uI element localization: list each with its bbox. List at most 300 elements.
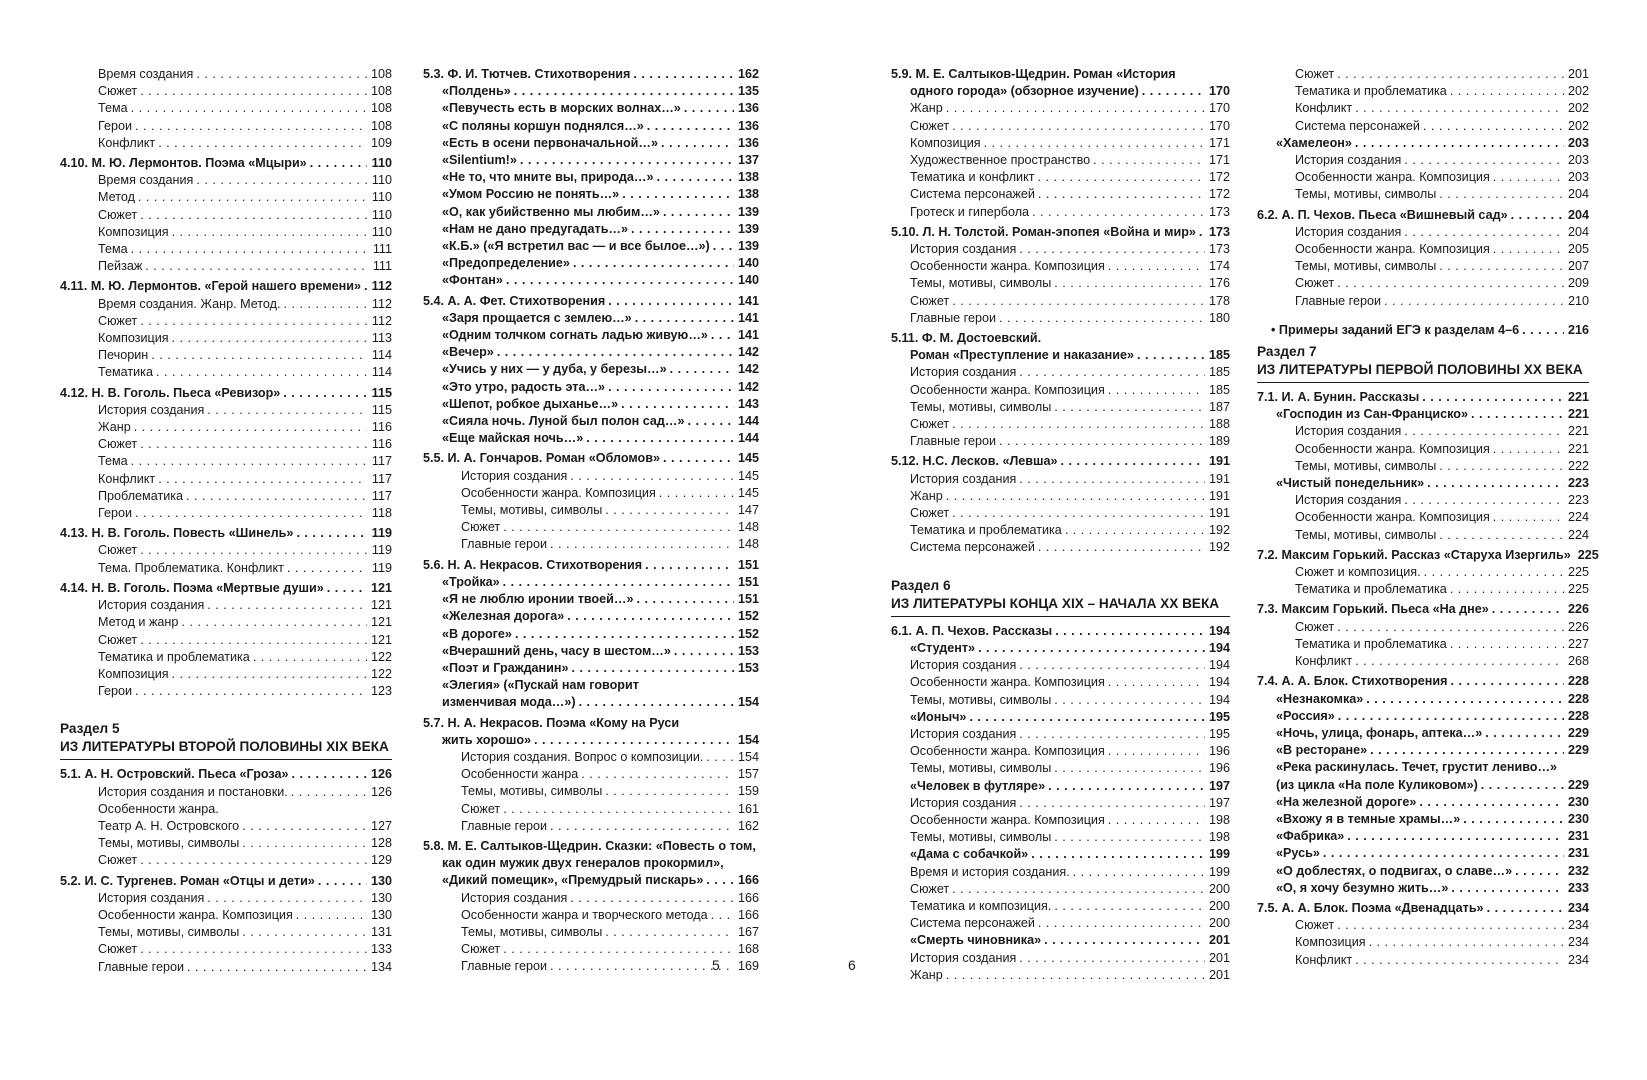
- toc-entry-title: «Поэт и Гражданин»: [442, 660, 569, 675]
- toc-entry-title: Композиция: [98, 331, 169, 346]
- toc-entry-page: 191: [1208, 506, 1230, 521]
- toc-entry[interactable]: [60, 258, 392, 275]
- toc-entry-title: 5.7. Н. А. Некрасов. Поэма «Кому на Руси: [423, 715, 680, 730]
- toc-entry[interactable]: [423, 715, 759, 732]
- dot-leader: [1450, 673, 1564, 690]
- toc-entry-title: Сюжет: [461, 520, 501, 535]
- toc-entry[interactable]: [423, 310, 759, 327]
- dot-leader: [1427, 475, 1564, 492]
- toc-entry[interactable]: [891, 382, 1230, 399]
- toc-entry[interactable]: [60, 347, 392, 364]
- toc-entry[interactable]: [891, 416, 1230, 433]
- toc-entry[interactable]: [1257, 811, 1589, 828]
- toc-entry-page: 152: [737, 609, 759, 624]
- toc-entry[interactable]: [1257, 636, 1589, 653]
- toc-entry[interactable]: [891, 186, 1230, 203]
- toc-entry[interactable]: [891, 399, 1230, 416]
- toc-entry[interactable]: [60, 471, 392, 488]
- toc-entry[interactable]: [1257, 619, 1589, 636]
- toc-entry-page: 172: [1208, 187, 1230, 202]
- toc-entry[interactable]: [60, 873, 392, 890]
- toc-entry[interactable]: [423, 643, 759, 660]
- toc-entry[interactable]: [60, 172, 392, 189]
- toc-entry[interactable]: [1257, 673, 1589, 690]
- toc-entry[interactable]: [423, 118, 759, 135]
- toc-entry-page: 178: [1208, 293, 1230, 308]
- toc-entry[interactable]: [891, 640, 1230, 657]
- toc-entry[interactable]: [891, 330, 1230, 347]
- toc-entry[interactable]: [1257, 509, 1589, 526]
- toc-entry-title: Тема: [98, 101, 128, 116]
- toc-entry-page: 121: [370, 615, 392, 630]
- toc-entry[interactable]: [1257, 66, 1589, 83]
- toc-entry[interactable]: [891, 347, 1230, 364]
- toc-entry-page: 143: [737, 396, 759, 411]
- toc-entry[interactable]: [891, 657, 1230, 674]
- toc-entry[interactable]: [891, 505, 1230, 522]
- toc-entry[interactable]: [1257, 564, 1589, 581]
- toc-entry[interactable]: [60, 453, 392, 470]
- dot-leader: [631, 221, 734, 238]
- toc-entry[interactable]: [60, 296, 392, 313]
- toc-entry[interactable]: [1257, 275, 1589, 292]
- toc-entry[interactable]: [891, 83, 1230, 100]
- toc-entry[interactable]: [423, 83, 759, 100]
- toc-entry[interactable]: [891, 204, 1230, 221]
- toc-entry-title: «Железная дорога»: [442, 609, 565, 624]
- toc-entry-page: 203: [1567, 135, 1589, 150]
- dot-leader: [1471, 406, 1564, 423]
- dot-leader: [1493, 441, 1564, 458]
- toc-entry[interactable]: [60, 890, 392, 907]
- toc-entry-page: 170: [1208, 84, 1230, 99]
- toc-entry[interactable]: [891, 293, 1230, 310]
- toc-entry[interactable]: [1257, 241, 1589, 258]
- toc-entry[interactable]: [891, 623, 1230, 640]
- toc-entry[interactable]: [423, 818, 759, 835]
- dot-leader: [534, 732, 734, 749]
- toc-entry-page: 114: [371, 365, 392, 380]
- toc-entry[interactable]: [891, 709, 1230, 726]
- toc-entry-page: 166: [737, 873, 759, 888]
- toc-entry[interactable]: [891, 241, 1230, 258]
- toc-entry-title: (из цикла «На поле Куликовом»): [1276, 777, 1478, 792]
- toc-entry[interactable]: [1257, 952, 1589, 969]
- toc-entry-page: 126: [370, 784, 392, 799]
- section-title: ИЗ ЛИТЕРАТУРЫ КОНЦА XIX – НАЧАЛА XX ВЕКА: [891, 595, 1220, 611]
- toc-entry[interactable]: [891, 898, 1230, 915]
- toc-entry-page: 154: [737, 749, 759, 764]
- toc-entry-title: «Silentium!»: [442, 153, 517, 168]
- toc-entry[interactable]: [60, 632, 392, 649]
- toc-entry[interactable]: [60, 852, 392, 869]
- toc-entry[interactable]: [1257, 389, 1589, 406]
- toc-entry-page: 195: [1208, 709, 1230, 724]
- toc-entry[interactable]: [60, 801, 392, 818]
- toc-entry[interactable]: [1257, 653, 1589, 670]
- toc-entry-title: Конфликт: [98, 135, 156, 150]
- toc-entry[interactable]: [891, 258, 1230, 275]
- toc-entry-page: 110: [371, 224, 392, 239]
- toc-entry[interactable]: [423, 749, 759, 766]
- toc-entry[interactable]: [60, 155, 392, 172]
- toc-entry-title: «Дама с собачкой»: [910, 847, 1029, 862]
- toc-entry-title: Система персонажей: [1295, 118, 1420, 133]
- toc-entry[interactable]: [423, 677, 759, 694]
- toc-entry[interactable]: [891, 224, 1230, 241]
- toc-entry[interactable]: [423, 135, 759, 152]
- toc-entry[interactable]: [423, 272, 759, 289]
- toc-entry[interactable]: [1257, 152, 1589, 169]
- toc-entry-title: 6.2. А. П. Чехов. Пьеса «Вишневый сад»: [1257, 207, 1508, 222]
- toc-entry-page: 173: [1208, 224, 1230, 239]
- toc-entry[interactable]: [423, 536, 759, 553]
- toc-entry[interactable]: [891, 310, 1230, 327]
- toc-entry[interactable]: [891, 692, 1230, 709]
- toc-entry-page: 221: [1567, 390, 1589, 405]
- toc-entry[interactable]: [60, 278, 392, 295]
- toc-entry-title: «О доблестях, о подвигах, о славе…»: [1276, 863, 1513, 878]
- toc-entry[interactable]: [423, 519, 759, 536]
- dot-leader: [138, 189, 367, 206]
- toc-entry-title: «Предопределение»: [442, 256, 570, 271]
- toc-entry[interactable]: [1257, 759, 1589, 776]
- dot-leader: [296, 525, 367, 542]
- toc-entry[interactable]: [60, 649, 392, 666]
- dot-leader: [1054, 760, 1205, 777]
- toc-entry[interactable]: [1257, 777, 1589, 794]
- toc-entry[interactable]: [1257, 863, 1589, 880]
- toc-entry[interactable]: [60, 766, 392, 783]
- toc-entry[interactable]: [423, 361, 759, 378]
- dot-leader: [670, 361, 734, 378]
- toc-entry[interactable]: [891, 950, 1230, 967]
- toc-entry[interactable]: [891, 795, 1230, 812]
- toc-entry[interactable]: [1257, 581, 1589, 598]
- toc-entry-page: 117: [371, 488, 392, 503]
- toc-entry[interactable]: [423, 574, 759, 591]
- toc-entry-page: 223: [1567, 476, 1589, 491]
- toc-entry[interactable]: [891, 275, 1230, 292]
- toc-entry-page: 234: [1567, 918, 1589, 933]
- toc-entry[interactable]: [891, 100, 1230, 117]
- dot-leader: [605, 783, 734, 800]
- toc-entry[interactable]: [423, 327, 759, 344]
- toc-entry[interactable]: [1257, 135, 1589, 152]
- toc-entry-title: «Элегия» («Пускай нам говорит: [442, 678, 639, 693]
- toc-entry[interactable]: [60, 580, 392, 597]
- toc-entry[interactable]: [60, 224, 392, 241]
- dot-leader: [674, 643, 734, 660]
- toc-entry[interactable]: [891, 829, 1230, 846]
- toc-entry-title: «В ресторане»: [1276, 743, 1368, 758]
- toc-entry-title: Главные герои: [461, 818, 548, 833]
- toc-entry[interactable]: [1257, 100, 1589, 117]
- toc-entry[interactable]: [1257, 828, 1589, 845]
- toc-entry-page: 128: [370, 836, 392, 851]
- dot-leader: [1019, 795, 1205, 812]
- toc-entry[interactable]: [891, 864, 1230, 881]
- toc-entry[interactable]: [1257, 691, 1589, 708]
- dot-leader: [1439, 527, 1564, 544]
- toc-entry[interactable]: [60, 100, 392, 117]
- toc-entry[interactable]: [1257, 725, 1589, 742]
- toc-entry[interactable]: [423, 450, 759, 467]
- toc-entry[interactable]: [423, 293, 759, 310]
- toc-entry-title: История создания: [910, 365, 1017, 380]
- toc-entry[interactable]: [1257, 601, 1589, 618]
- toc-entry[interactable]: [423, 502, 759, 519]
- dot-leader: [645, 557, 734, 574]
- section-divider: [60, 759, 392, 760]
- toc-entry-title: 4.10. М. Ю. Лермонтов. Поэма «Мцыри»: [60, 156, 307, 171]
- dot-leader: [1492, 601, 1564, 618]
- toc-entry[interactable]: [891, 471, 1230, 488]
- toc-entry[interactable]: [423, 413, 759, 430]
- dot-leader: [1137, 347, 1205, 364]
- dot-leader: [952, 293, 1205, 310]
- toc-entry-title: Жанр: [910, 101, 943, 116]
- toc-entry[interactable]: [891, 152, 1230, 169]
- toc-entry[interactable]: [60, 385, 392, 402]
- toc-entry[interactable]: [60, 207, 392, 224]
- toc-entry[interactable]: [423, 100, 759, 117]
- toc-entry-page: 110: [371, 173, 392, 188]
- toc-entry[interactable]: [423, 66, 759, 83]
- toc-entry-page: 192: [1208, 523, 1230, 538]
- toc-entry[interactable]: [1257, 293, 1589, 310]
- toc-entry[interactable]: [891, 846, 1230, 863]
- toc-entry[interactable]: [60, 66, 392, 83]
- dot-leader: [713, 238, 734, 255]
- toc-entry[interactable]: [423, 660, 759, 677]
- toc-entry[interactable]: [60, 597, 392, 614]
- toc-entry[interactable]: [423, 941, 759, 958]
- toc-entry[interactable]: [60, 924, 392, 941]
- toc-entry-page: 117: [371, 471, 392, 486]
- toc-entry-page: 187: [1208, 399, 1230, 414]
- dot-leader: [515, 626, 734, 643]
- toc-entry[interactable]: [1257, 406, 1589, 423]
- toc-entry[interactable]: [1257, 880, 1589, 897]
- dot-leader: [657, 169, 735, 186]
- toc-entry-page: 228: [1567, 708, 1589, 723]
- toc-entry[interactable]: [891, 453, 1230, 470]
- toc-entry[interactable]: [60, 505, 392, 522]
- toc-entry[interactable]: [891, 169, 1230, 186]
- toc-entry-title: Особенности жанра. Композиция: [910, 259, 1105, 274]
- toc-entry[interactable]: [423, 890, 759, 907]
- dot-leader: [1323, 845, 1564, 862]
- toc-entry[interactable]: [60, 488, 392, 505]
- toc-entry[interactable]: [60, 542, 392, 559]
- toc-entry[interactable]: [1257, 742, 1589, 759]
- toc-column-2: [423, 66, 759, 976]
- toc-entry[interactable]: [891, 433, 1230, 450]
- toc-entry[interactable]: [1257, 845, 1589, 862]
- toc-entry[interactable]: [891, 778, 1230, 795]
- toc-entry[interactable]: [423, 924, 759, 941]
- toc-entry-page: 207: [1567, 259, 1589, 274]
- dot-leader: [292, 766, 367, 783]
- toc-entry[interactable]: [1257, 917, 1589, 934]
- dot-leader: [135, 505, 367, 522]
- toc-entry[interactable]: [60, 83, 392, 100]
- toc-entry[interactable]: [423, 783, 759, 800]
- toc-entry[interactable]: [60, 835, 392, 852]
- toc-entry[interactable]: [60, 118, 392, 135]
- toc-entry[interactable]: [891, 932, 1230, 949]
- dot-leader: [1337, 275, 1564, 292]
- toc-entry[interactable]: [423, 186, 759, 203]
- toc-entry[interactable]: [60, 189, 392, 206]
- dot-leader: [1404, 492, 1564, 509]
- toc-entry[interactable]: [60, 614, 392, 631]
- toc-entry[interactable]: [1257, 322, 1589, 339]
- dot-leader: [207, 890, 367, 907]
- toc-entry[interactable]: [60, 330, 392, 347]
- toc-entry[interactable]: [60, 419, 392, 436]
- toc-entry-title: Сюжет: [461, 942, 501, 957]
- toc-entry[interactable]: [1257, 118, 1589, 135]
- toc-entry[interactable]: [891, 66, 1230, 83]
- toc-entry[interactable]: [423, 958, 759, 975]
- toc-entry[interactable]: [423, 732, 759, 749]
- toc-entry-title: Система персонажей: [910, 187, 1035, 202]
- toc-entry[interactable]: [60, 907, 392, 924]
- toc-entry[interactable]: [423, 872, 759, 889]
- dot-leader: [1054, 275, 1205, 292]
- toc-entry[interactable]: [1257, 547, 1599, 564]
- toc-entry[interactable]: [60, 818, 392, 835]
- toc-entry-title: История создания и постановки.: [98, 784, 288, 799]
- toc-entry[interactable]: [1257, 794, 1589, 811]
- toc-entry[interactable]: [60, 436, 392, 453]
- toc-entry[interactable]: [891, 539, 1230, 556]
- toc-entry[interactable]: [891, 915, 1230, 932]
- toc-entry[interactable]: [891, 488, 1230, 505]
- toc-entry[interactable]: [1257, 934, 1589, 951]
- section-number: Раздел 5: [60, 721, 120, 737]
- dot-leader: [134, 419, 367, 436]
- toc-entry[interactable]: [423, 255, 759, 272]
- toc-entry[interactable]: [60, 683, 392, 700]
- toc-entry[interactable]: [423, 485, 759, 502]
- toc-entry-title: «Вчерашний день, часу в шестом…»: [442, 643, 671, 658]
- toc-entry[interactable]: [1257, 475, 1589, 492]
- toc-entry[interactable]: [60, 941, 392, 958]
- toc-entry[interactable]: [891, 364, 1230, 381]
- toc-entry[interactable]: [423, 907, 759, 924]
- toc-entry[interactable]: [423, 626, 759, 643]
- toc-entry[interactable]: [60, 784, 392, 801]
- toc-entry-page: 188: [1208, 417, 1230, 432]
- toc-entry[interactable]: [1257, 186, 1589, 203]
- toc-entry[interactable]: [60, 666, 392, 683]
- section-heading: [1257, 343, 1589, 383]
- toc-entry[interactable]: [1257, 708, 1589, 725]
- toc-entry[interactable]: [891, 743, 1230, 760]
- toc-entry-title: 7.4. А. А. Блок. Стихотворения: [1257, 674, 1448, 689]
- toc-entry[interactable]: [423, 694, 759, 711]
- toc-entry-title: 4.12. Н. В. Гоголь. Пьеса «Ревизор»: [60, 385, 281, 400]
- toc-column-4: [1257, 66, 1599, 969]
- toc-entry[interactable]: [1257, 527, 1589, 544]
- toc-entry[interactable]: [423, 344, 759, 361]
- toc-entry[interactable]: [423, 855, 759, 872]
- toc-entry[interactable]: [423, 801, 759, 818]
- toc-entry-title: «Фонтан»: [442, 273, 503, 288]
- toc-entry[interactable]: [1257, 423, 1589, 440]
- dot-leader: [1038, 915, 1205, 932]
- dot-leader: [1493, 241, 1564, 258]
- toc-entry-page: 171: [1208, 135, 1230, 150]
- toc-entry[interactable]: [1257, 458, 1589, 475]
- toc-entry[interactable]: [891, 726, 1230, 743]
- toc-entry[interactable]: [60, 402, 392, 419]
- toc-entry-title: «Фабрика»: [1276, 829, 1345, 844]
- toc-entry[interactable]: [423, 221, 759, 238]
- toc-entry[interactable]: [60, 313, 392, 330]
- toc-entry[interactable]: [891, 522, 1230, 539]
- toc-entry-page: 228: [1567, 674, 1589, 689]
- toc-entry[interactable]: [423, 238, 759, 255]
- toc-entry[interactable]: [423, 204, 759, 221]
- toc-entry[interactable]: [423, 430, 759, 447]
- toc-entry[interactable]: [423, 468, 759, 485]
- toc-entry[interactable]: [1257, 258, 1589, 275]
- dot-leader: [1355, 952, 1564, 969]
- toc-entry[interactable]: [1257, 900, 1589, 917]
- toc-entry[interactable]: [60, 525, 392, 542]
- toc-entry[interactable]: [891, 135, 1230, 152]
- toc-entry[interactable]: [891, 967, 1230, 984]
- toc-entry[interactable]: [423, 169, 759, 186]
- toc-entry[interactable]: [423, 379, 759, 396]
- toc-entry-title: «Вхожу я в темные храмы…»: [1276, 811, 1461, 826]
- toc-entry-title: Сюжет: [98, 437, 138, 452]
- toc-entry[interactable]: [891, 812, 1230, 829]
- toc-entry[interactable]: [1257, 83, 1589, 100]
- toc-entry[interactable]: [60, 241, 392, 258]
- toc-entry[interactable]: [1257, 207, 1589, 224]
- toc-entry[interactable]: [60, 364, 392, 381]
- toc-entry-title: Пейзаж: [98, 259, 143, 274]
- toc-entry[interactable]: [423, 152, 759, 169]
- dot-leader: [1108, 382, 1205, 399]
- toc-entry[interactable]: [1257, 492, 1589, 509]
- toc-entry[interactable]: [423, 396, 759, 413]
- toc-entry-title: Темы, мотивы, символы: [461, 503, 603, 518]
- toc-entry[interactable]: [891, 674, 1230, 691]
- toc-entry[interactable]: [891, 118, 1230, 135]
- toc-entry-title: Тема: [98, 242, 128, 257]
- toc-entry[interactable]: [1257, 441, 1589, 458]
- toc-entry[interactable]: [423, 608, 759, 625]
- toc-entry[interactable]: [891, 760, 1230, 777]
- toc-entry-page: 110: [371, 207, 392, 222]
- toc-entry[interactable]: [60, 959, 392, 976]
- toc-entry[interactable]: [1257, 169, 1589, 186]
- toc-entry[interactable]: [423, 557, 759, 574]
- toc-entry[interactable]: [1257, 224, 1589, 241]
- toc-entry[interactable]: [423, 766, 759, 783]
- toc-entry[interactable]: [423, 591, 759, 608]
- toc-entry[interactable]: [60, 560, 392, 577]
- toc-entry[interactable]: [423, 838, 759, 855]
- toc-entry[interactable]: [891, 881, 1230, 898]
- toc-entry[interactable]: [60, 135, 392, 152]
